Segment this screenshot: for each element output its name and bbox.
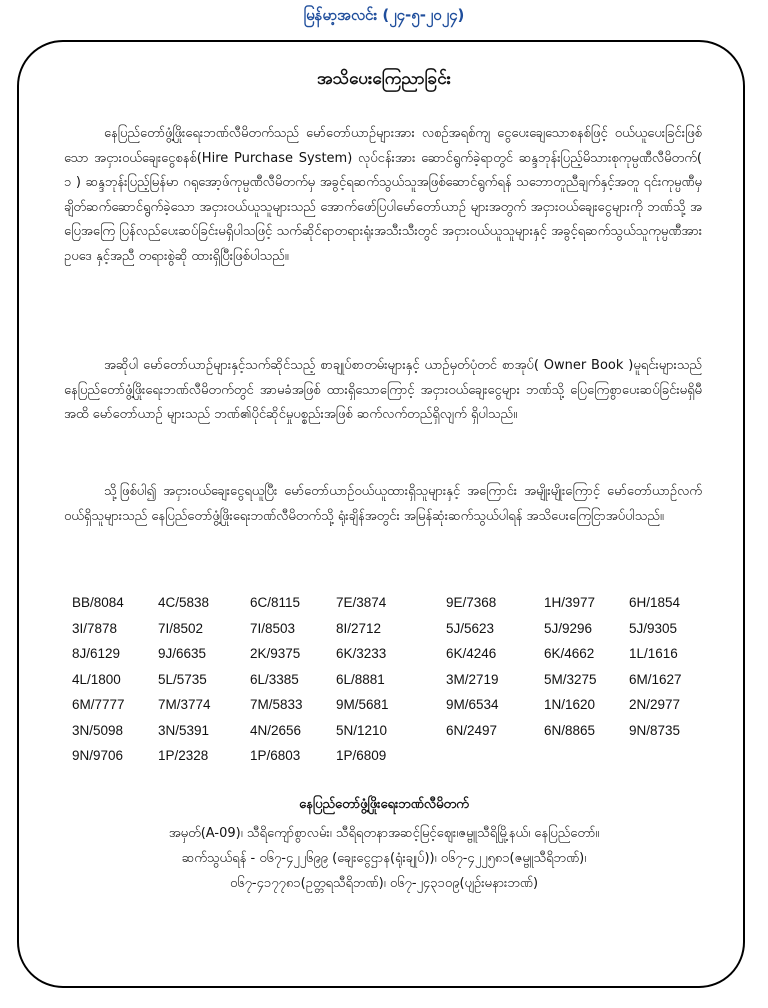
vehicle-plate-number: 6M/7777 [72,697,125,712]
vehicle-plate-number: 2K/9375 [250,646,301,661]
vehicle-plate-number: 5L/5735 [158,671,207,687]
notice-paragraph-1: နေပြည်တော်ဖွံ့ဖြိုးရေးဘဏ်လီမိတက်သည် မော်တော်ယာဉ်များအား လစဉ်အရစ်ကျ ငွေပေးချေသောစနစ်ဖြင့် ဝယ်ယူပေးခြင်းဖြစ်သော အငှားဝယ်ချေးငွေစနစ်(Hire Purchase System) လုပ်ငန်းအား ဆောင်ရွက်ခဲ့ရာတွင် ဆန္ဒဘုန်းပြည့်မိသားစုကုမ္ပဏီလီမိတက်( ၁ ) ဆန္ဒဘုန်းပြည့်မြန်မာ ဂရုအော့ဖ်ကုမ္ပဏီလီမိတက်မှ အခွင့်ရဆက်သွယ်သူအဖြစ်ဆောင်ရွက်ရန် သဘောတူညီချက်နှင့်အတူ ၎င်းကုမ္ပဏီမှ ချိတ်ဆက်ဆောင်ရွက်ခဲ့သော အငှားဝယ်ယူသူများသည် အောက်ဖော်ပြပါမော်တော်ယာဉ် များအတွက် အငှားဝယ်ချေးငွေများကို ဘဏ်သို့ အပြေအကြေ ပြန်လည်ပေးဆပ်ခြင်းမရှိပါသဖြင့် သက်ဆိုင်ရာတရားရုံးအသီးသီးတွင် အငှားဝယ်ယူသူများနှင့် အခွင့်ရဆက်သွယ်သူကုမ္ပဏီအား ဥပဒေ နှင့်အညီ တရားစွဲဆို ထားရှိပြီးဖြစ်ပါသည်။ [64,126,702,264]
vehicle-plate-number: 7I/8502 [158,620,204,636]
vehicle-plate-number: 5J/5623 [446,620,495,636]
vehicle-plate-number: BB/8084 [72,595,124,610]
vehicle-plate-number: 7M/3774 [158,697,211,712]
vehicle-plate-number: 9N/9706 [72,748,124,763]
contact-phones-line-1: ဆက်သွယ်ရန် - ၀၆၇-၄၂၂၆၉၉ (ချေးငွေဌာန(ရုံးချုပ်))၊ ၀၆၇-၄၂၂၅၈၁(ဇမ္ဗူသီရိဘဏ်)၊ [181,851,587,866]
notice-paragraph-3: သို့ဖြစ်ပါ၍ အငှားဝယ်ချေးငွေရယူပြီး မော်တော်ယာဉ်ဝယ်ယူထားရှိသူများနှင့် အကြောင်း အမျိုးမျိုးကြောင့် မော်တော်ယာဉ်လက်ဝယ်ရှိသူများသည် နေပြည်တော်ဖွံ့ဖြိုးရေးဘဏ်လီမိတက်သို့ ရုံးချိန်အတွင်း အမြန်ဆုံးဆက်သွယ်ပါရန် အသိပေးကြေငြာအပ်ပါသည်။ [64,484,702,524]
vehicle-plate-number: 5J/9305 [629,620,678,636]
vehicle-plate-number: 7E/3874 [336,595,387,610]
vehicle-plate-number: 1N/1620 [544,697,596,712]
vehicle-plate-number: 6K/4246 [446,646,497,661]
vehicle-plate-number: 6M/1627 [629,671,682,687]
vehicle-plate-number: 6L/3385 [250,671,299,687]
notice-title: အသိပေးကြေညာခြင်း [317,69,451,89]
vehicle-plate-number: 9M/6534 [446,697,499,712]
vehicle-plate-number: 9J/6635 [158,646,207,661]
vehicle-plate-number: 1P/2328 [158,748,209,763]
vehicle-plate-number: 5N/1210 [336,722,388,738]
vehicle-plate-number: 2N/2977 [629,697,681,712]
vehicle-plate-number: 1L/1616 [629,646,678,661]
vehicle-plate-number: 5J/9296 [544,620,593,636]
vehicle-plate-number: 6N/8865 [544,722,596,738]
vehicle-plate-number: 8I/2712 [336,620,382,636]
publication-date-header: မြန်မာ့အလင်း (၂၄-၅-၂၀၂၄) [303,6,465,24]
organization-name: နေပြည်တော်ဖွံ့ဖြိုးရေးဘဏ်လီမိတက် [299,797,469,812]
contact-phones-line-2: ၀၆၇-၄၁၇၇၈၁(ဥတ္တရသီရိဘဏ်)၊ ၀၆၇-၂၄၃၁၀၉(ပျဉ်းမနားဘဏ်) [229,876,539,891]
vehicle-plate-number: 3M/2719 [446,671,499,687]
vehicle-plate-number: 7M/5833 [250,697,303,712]
vehicle-plate-number: 6L/8881 [336,671,385,687]
vehicle-plate-number: 3I/7878 [72,620,118,636]
vehicle-plate-number: 9N/8735 [629,722,681,738]
contact-footer [0,792,768,896]
vehicle-plate-number: 4N/2656 [250,722,302,738]
vehicle-plate-number: 5M/3275 [544,671,597,687]
vehicle-plate-number: 6N/2497 [446,722,498,738]
vehicle-plate-number: 6H/1854 [629,595,681,610]
notice-paragraph-2: အဆိုပါ မော်တော်ယာဉ်များနှင့်သက်ဆိုင်သည့် စာချုပ်စာတမ်းများနှင့် ယာဉ်မှတ်ပုံတင် စာအုပ်( Owner Book )မူရင်းများသည် နေပြည်တော်ဖွံ့ဖြိုးရေးဘဏ်လီမိတက်တွင် အာမခံအဖြစ် ထားရှိသောကြောင့် အငှားဝယ်ချေးငွေများ ဘဏ်သို့ ပြေကြေစွာပေးဆပ်ခြင်းမရှိမီအထိ မော်တော်ယာဉ် များသည် ဘဏ်၏ပိုင်ဆိုင်မှုပစ္စည်းအဖြစ် ဆက်လက်တည်ရှိလျက် ရှိပါသည်။ [64,358,702,422]
vehicle-plate-number: 3N/5098 [72,722,124,738]
vehicle-plate-number: 3N/5391 [158,722,210,738]
vehicle-plate-number: 6C/8115 [250,595,301,610]
vehicle-plate-number: 6K/3233 [336,646,387,661]
vehicle-plate-number: 1H/3977 [544,595,596,610]
vehicle-plate-number: 9M/5681 [336,697,389,712]
vehicle-plate-number: 6K/4662 [544,646,595,661]
vehicle-plate-number: 7I/8503 [250,620,296,636]
vehicle-plate-number: 4L/1800 [72,671,121,687]
organization-address: အမှတ်(A-09)၊ သီရိကျော်စွာလမ်း၊ သီရိရတနာအဆင့်မြင့်ဈေး၊ဇမ္ဗူသီရိမြို့နယ်၊ နေပြည်တော်။ [168,826,600,841]
vehicle-plate-number: 1P/6803 [250,748,301,763]
vehicle-plate-number: 9E/7368 [446,595,497,610]
vehicle-plate-number: 8J/6129 [72,646,121,661]
vehicle-plate-list [72,590,712,769]
vehicle-plate-number: 4C/5838 [158,595,210,610]
vehicle-plate-number: 1P/6809 [336,748,387,763]
